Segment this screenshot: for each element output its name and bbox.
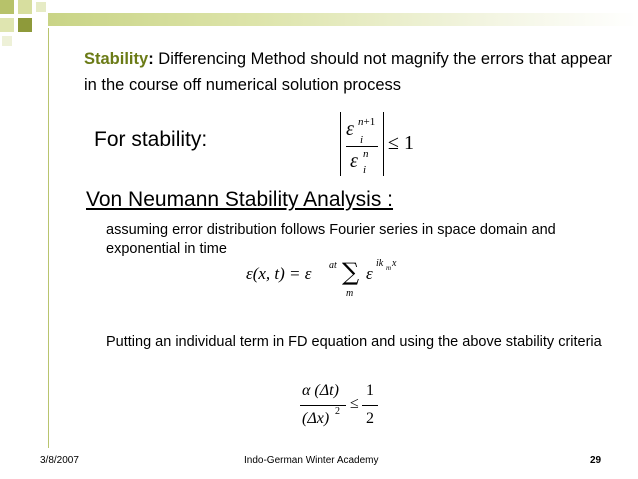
eps-den-sup: n [363,148,369,160]
criteria-denominator: (Δx) [302,410,330,427]
abs-bar-right [383,112,384,176]
for-stability-label: For stability: [94,128,208,151]
eps-num-sup: n+1 [358,116,376,128]
stability-criteria [296,380,396,440]
putting-text: Putting an individual term in FD equation and using the above stability criteria [106,334,602,350]
sum-symbol: ∑ [342,258,360,286]
assumption-text: assuming error distribution follows Fourier series in space domain and exponential in time [106,222,556,257]
decor-top-bar [48,13,638,26]
fourier-term-eps: ε [366,264,373,283]
page-number: 29 [590,455,602,466]
fourier-exp-at: at [329,260,337,271]
eps-numerator: ε [346,118,354,140]
eps-denominator: ε [350,150,358,172]
intro-text: Differencing Method should not magnify the errors that appear in the course off numerical solution process [84,50,612,94]
footer-date: 3/8/2007 [40,455,79,466]
eps-den-sub: i [363,164,367,176]
footer-title: Indo-German Winter Academy [244,455,379,466]
fourier-sum-index: m [346,288,354,299]
stability-condition [336,106,456,182]
section-heading: Von Neumann Stability Analysis : [86,188,394,211]
fourier-term-x: x [392,258,397,269]
fourier-lhs: ε(x, t) = ε [246,264,312,283]
half-fraction-bar [362,405,378,406]
condition-rhs: ≤ 1 [388,132,414,154]
fourier-expression [246,256,416,306]
intro-colon: : [148,50,154,68]
decor-side-line [48,28,49,448]
fraction-bar [346,146,378,147]
intro-keyword: Stability [84,50,149,68]
eps-num-sub: i [360,134,364,146]
fourier-term-sub: m [386,264,392,272]
criteria-numerator: α (Δt) [302,382,339,399]
criteria-den-exp: 2 [335,406,340,417]
half-numerator: 1 [366,382,374,399]
half-denominator: 2 [366,410,374,427]
criteria-leq: ≤ [350,395,359,412]
intro-paragraph [84,46,624,98]
fourier-term-exp: ik [376,258,384,269]
abs-bar-left [340,112,341,176]
